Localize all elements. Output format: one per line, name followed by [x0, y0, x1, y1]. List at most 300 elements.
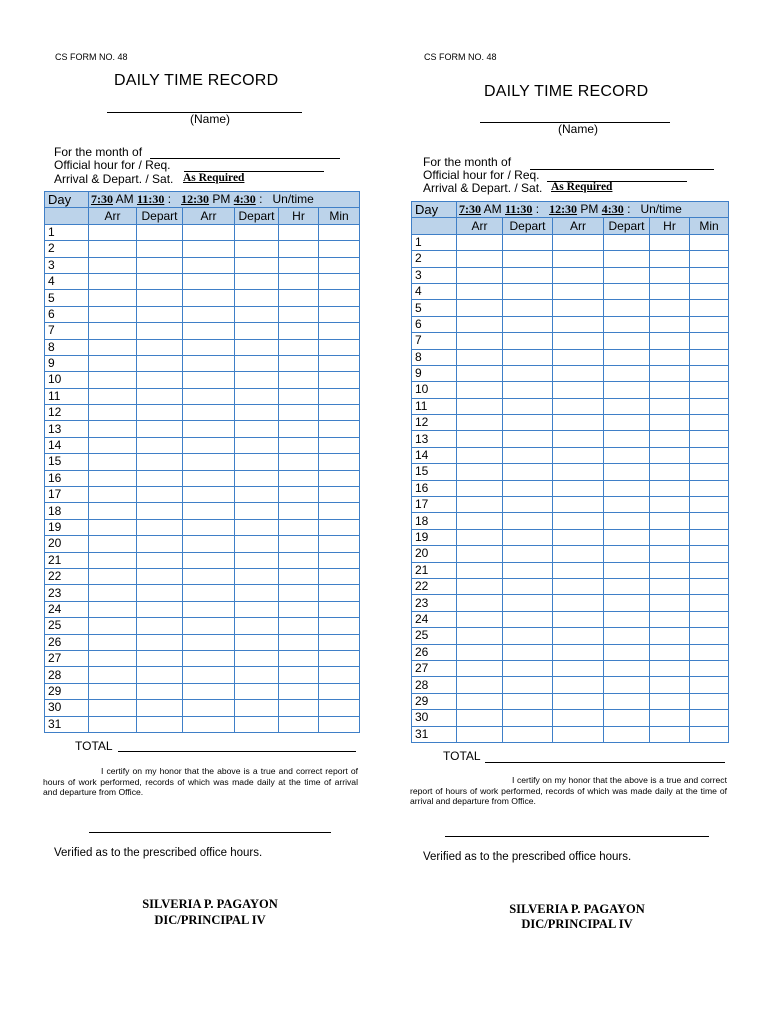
depart-pm-cell[interactable]	[604, 447, 650, 463]
undertime-min-cell[interactable]	[690, 710, 729, 726]
depart-am-cell[interactable]	[503, 710, 553, 726]
undertime-hr-cell[interactable]	[279, 552, 319, 568]
depart-am-cell[interactable]	[503, 611, 553, 627]
arr-am-cell[interactable]	[89, 355, 137, 371]
arr-pm-cell[interactable]	[553, 710, 604, 726]
undertime-min-cell[interactable]	[319, 601, 360, 617]
depart-pm-cell[interactable]	[604, 660, 650, 676]
arr-am-cell[interactable]	[89, 519, 137, 535]
arr-pm-cell[interactable]	[553, 628, 604, 644]
undertime-min-cell[interactable]	[690, 693, 729, 709]
undertime-min-cell[interactable]	[319, 388, 360, 404]
undertime-min-cell[interactable]	[319, 323, 360, 339]
undertime-min-cell[interactable]	[319, 224, 360, 240]
undertime-min-cell[interactable]	[319, 683, 360, 699]
depart-am-cell[interactable]	[137, 224, 183, 240]
undertime-hr-cell[interactable]	[279, 667, 319, 683]
arr-am-cell[interactable]	[457, 628, 503, 644]
depart-am-cell[interactable]	[503, 447, 553, 463]
undertime-min-cell[interactable]	[319, 700, 360, 716]
undertime-min-cell[interactable]	[690, 431, 729, 447]
depart-pm-cell[interactable]	[604, 710, 650, 726]
depart-am-cell[interactable]	[503, 333, 553, 349]
arr-pm-cell[interactable]	[553, 333, 604, 349]
depart-pm-cell[interactable]	[604, 234, 650, 250]
undertime-hr-cell[interactable]	[650, 447, 690, 463]
undertime-min-cell[interactable]	[319, 568, 360, 584]
undertime-min-cell[interactable]	[319, 372, 360, 388]
undertime-min-cell[interactable]	[690, 644, 729, 660]
arr-pm-cell[interactable]	[553, 316, 604, 332]
arr-pm-cell[interactable]	[183, 388, 235, 404]
depart-pm-cell[interactable]	[604, 267, 650, 283]
arr-am-cell[interactable]	[457, 333, 503, 349]
undertime-min-cell[interactable]	[690, 562, 729, 578]
arr-am-cell[interactable]	[89, 683, 137, 699]
arr-pm-cell[interactable]	[183, 585, 235, 601]
undertime-min-cell[interactable]	[690, 660, 729, 676]
arr-pm-cell[interactable]	[183, 405, 235, 421]
arr-pm-cell[interactable]	[183, 519, 235, 535]
undertime-min-cell[interactable]	[319, 306, 360, 322]
undertime-min-cell[interactable]	[319, 355, 360, 371]
arr-pm-cell[interactable]	[183, 667, 235, 683]
arr-am-cell[interactable]	[457, 529, 503, 545]
depart-am-cell[interactable]	[503, 644, 553, 660]
arr-am-cell[interactable]	[89, 650, 137, 666]
arr-pm-cell[interactable]	[183, 454, 235, 470]
undertime-min-cell[interactable]	[319, 405, 360, 421]
depart-pm-cell[interactable]	[235, 716, 279, 732]
arr-am-cell[interactable]	[89, 585, 137, 601]
undertime-hr-cell[interactable]	[650, 431, 690, 447]
arr-pm-cell[interactable]	[553, 677, 604, 693]
undertime-min-cell[interactable]	[319, 667, 360, 683]
arr-pm-cell[interactable]	[553, 562, 604, 578]
depart-pm-cell[interactable]	[604, 251, 650, 267]
arr-am-cell[interactable]	[89, 306, 137, 322]
depart-am-cell[interactable]	[137, 601, 183, 617]
arr-pm-cell[interactable]	[183, 339, 235, 355]
arr-am-cell[interactable]	[457, 234, 503, 250]
arr-am-cell[interactable]	[457, 365, 503, 381]
undertime-hr-cell[interactable]	[650, 415, 690, 431]
arr-pm-cell[interactable]	[553, 464, 604, 480]
arr-pm-cell[interactable]	[553, 382, 604, 398]
undertime-min-cell[interactable]	[319, 339, 360, 355]
undertime-hr-cell[interactable]	[650, 562, 690, 578]
arr-am-cell[interactable]	[89, 601, 137, 617]
arr-am-cell[interactable]	[89, 290, 137, 306]
arr-am-cell[interactable]	[457, 677, 503, 693]
arr-pm-cell[interactable]	[183, 683, 235, 699]
arr-pm-cell[interactable]	[553, 497, 604, 513]
undertime-min-cell[interactable]	[319, 487, 360, 503]
undertime-hr-cell[interactable]	[650, 677, 690, 693]
depart-pm-cell[interactable]	[235, 241, 279, 257]
undertime-hr-cell[interactable]	[650, 333, 690, 349]
depart-pm-cell[interactable]	[604, 562, 650, 578]
arr-am-cell[interactable]	[89, 700, 137, 716]
arr-pm-cell[interactable]	[183, 618, 235, 634]
undertime-hr-cell[interactable]	[279, 257, 319, 273]
depart-am-cell[interactable]	[503, 480, 553, 496]
depart-pm-cell[interactable]	[235, 339, 279, 355]
undertime-hr-cell[interactable]	[279, 405, 319, 421]
undertime-hr-cell[interactable]	[650, 595, 690, 611]
arr-am-cell[interactable]	[457, 660, 503, 676]
depart-pm-cell[interactable]	[604, 398, 650, 414]
undertime-hr-cell[interactable]	[650, 513, 690, 529]
depart-pm-cell[interactable]	[604, 693, 650, 709]
arr-pm-cell[interactable]	[553, 447, 604, 463]
depart-am-cell[interactable]	[503, 234, 553, 250]
undertime-min-cell[interactable]	[690, 546, 729, 562]
depart-am-cell[interactable]	[137, 552, 183, 568]
arr-am-cell[interactable]	[89, 568, 137, 584]
depart-am-cell[interactable]	[137, 716, 183, 732]
depart-am-cell[interactable]	[503, 382, 553, 398]
undertime-min-cell[interactable]	[690, 398, 729, 414]
arr-pm-cell[interactable]	[553, 398, 604, 414]
depart-pm-cell[interactable]	[604, 365, 650, 381]
undertime-hr-cell[interactable]	[650, 628, 690, 644]
undertime-min-cell[interactable]	[319, 552, 360, 568]
undertime-hr-cell[interactable]	[279, 454, 319, 470]
arr-am-cell[interactable]	[457, 562, 503, 578]
depart-am-cell[interactable]	[137, 372, 183, 388]
arr-pm-cell[interactable]	[553, 365, 604, 381]
arr-am-cell[interactable]	[457, 595, 503, 611]
undertime-min-cell[interactable]	[319, 519, 360, 535]
arr-am-cell[interactable]	[457, 726, 503, 742]
arr-am-cell[interactable]	[89, 224, 137, 240]
undertime-hr-cell[interactable]	[650, 578, 690, 594]
undertime-hr-cell[interactable]	[650, 300, 690, 316]
undertime-min-cell[interactable]	[319, 290, 360, 306]
undertime-hr-cell[interactable]	[650, 365, 690, 381]
undertime-hr-cell[interactable]	[650, 234, 690, 250]
undertime-hr-cell[interactable]	[279, 634, 319, 650]
arr-am-cell[interactable]	[89, 339, 137, 355]
depart-pm-cell[interactable]	[604, 300, 650, 316]
depart-pm-cell[interactable]	[235, 585, 279, 601]
depart-am-cell[interactable]	[503, 251, 553, 267]
arr-pm-cell[interactable]	[553, 513, 604, 529]
arr-pm-cell[interactable]	[183, 437, 235, 453]
depart-pm-cell[interactable]	[604, 480, 650, 496]
arr-am-cell[interactable]	[457, 283, 503, 299]
depart-pm-cell[interactable]	[235, 454, 279, 470]
undertime-hr-cell[interactable]	[650, 693, 690, 709]
arr-pm-cell[interactable]	[553, 693, 604, 709]
undertime-min-cell[interactable]	[690, 283, 729, 299]
undertime-min-cell[interactable]	[690, 267, 729, 283]
undertime-hr-cell[interactable]	[279, 388, 319, 404]
depart-pm-cell[interactable]	[235, 552, 279, 568]
undertime-min-cell[interactable]	[690, 316, 729, 332]
depart-am-cell[interactable]	[137, 454, 183, 470]
undertime-min-cell[interactable]	[690, 349, 729, 365]
undertime-min-cell[interactable]	[690, 726, 729, 742]
depart-pm-cell[interactable]	[235, 437, 279, 453]
arr-am-cell[interactable]	[457, 398, 503, 414]
depart-pm-cell[interactable]	[604, 578, 650, 594]
depart-am-cell[interactable]	[503, 562, 553, 578]
depart-am-cell[interactable]	[137, 650, 183, 666]
undertime-min-cell[interactable]	[690, 513, 729, 529]
depart-pm-cell[interactable]	[604, 677, 650, 693]
undertime-hr-cell[interactable]	[279, 224, 319, 240]
depart-am-cell[interactable]	[137, 487, 183, 503]
undertime-hr-cell[interactable]	[650, 382, 690, 398]
depart-am-cell[interactable]	[503, 464, 553, 480]
arr-pm-cell[interactable]	[183, 306, 235, 322]
arr-am-cell[interactable]	[89, 372, 137, 388]
depart-am-cell[interactable]	[137, 568, 183, 584]
depart-am-cell[interactable]	[137, 470, 183, 486]
undertime-min-cell[interactable]	[319, 241, 360, 257]
arr-pm-cell[interactable]	[183, 487, 235, 503]
arr-pm-cell[interactable]	[183, 257, 235, 273]
depart-pm-cell[interactable]	[604, 283, 650, 299]
arr-am-cell[interactable]	[89, 388, 137, 404]
depart-am-cell[interactable]	[137, 585, 183, 601]
depart-am-cell[interactable]	[137, 618, 183, 634]
undertime-hr-cell[interactable]	[650, 349, 690, 365]
depart-am-cell[interactable]	[503, 578, 553, 594]
depart-pm-cell[interactable]	[235, 290, 279, 306]
arr-pm-cell[interactable]	[553, 644, 604, 660]
depart-am-cell[interactable]	[503, 513, 553, 529]
depart-am-cell[interactable]	[503, 497, 553, 513]
depart-pm-cell[interactable]	[604, 513, 650, 529]
arr-pm-cell[interactable]	[183, 372, 235, 388]
depart-am-cell[interactable]	[137, 536, 183, 552]
depart-pm-cell[interactable]	[604, 497, 650, 513]
undertime-min-cell[interactable]	[319, 454, 360, 470]
depart-am-cell[interactable]	[137, 700, 183, 716]
undertime-min-cell[interactable]	[690, 628, 729, 644]
undertime-hr-cell[interactable]	[650, 611, 690, 627]
depart-am-cell[interactable]	[137, 405, 183, 421]
undertime-hr-cell[interactable]	[279, 503, 319, 519]
undertime-min-cell[interactable]	[690, 365, 729, 381]
undertime-hr-cell[interactable]	[279, 273, 319, 289]
arr-am-cell[interactable]	[89, 536, 137, 552]
arr-pm-cell[interactable]	[183, 470, 235, 486]
arr-pm-cell[interactable]	[183, 601, 235, 617]
undertime-min-cell[interactable]	[690, 677, 729, 693]
undertime-min-cell[interactable]	[690, 333, 729, 349]
undertime-min-cell[interactable]	[319, 650, 360, 666]
depart-pm-cell[interactable]	[235, 323, 279, 339]
undertime-hr-cell[interactable]	[279, 306, 319, 322]
undertime-hr-cell[interactable]	[279, 585, 319, 601]
arr-am-cell[interactable]	[89, 257, 137, 273]
arr-pm-cell[interactable]	[183, 650, 235, 666]
depart-am-cell[interactable]	[137, 683, 183, 699]
undertime-min-cell[interactable]	[690, 529, 729, 545]
depart-pm-cell[interactable]	[235, 683, 279, 699]
depart-pm-cell[interactable]	[235, 273, 279, 289]
depart-am-cell[interactable]	[137, 421, 183, 437]
depart-pm-cell[interactable]	[604, 726, 650, 742]
arr-am-cell[interactable]	[89, 667, 137, 683]
arr-am-cell[interactable]	[89, 421, 137, 437]
depart-am-cell[interactable]	[503, 677, 553, 693]
depart-pm-cell[interactable]	[604, 464, 650, 480]
arr-am-cell[interactable]	[89, 503, 137, 519]
depart-am-cell[interactable]	[137, 339, 183, 355]
depart-am-cell[interactable]	[503, 529, 553, 545]
undertime-hr-cell[interactable]	[279, 536, 319, 552]
undertime-min-cell[interactable]	[319, 716, 360, 732]
depart-am-cell[interactable]	[503, 726, 553, 742]
depart-am-cell[interactable]	[137, 503, 183, 519]
depart-pm-cell[interactable]	[235, 519, 279, 535]
arr-am-cell[interactable]	[89, 487, 137, 503]
depart-am-cell[interactable]	[503, 267, 553, 283]
depart-pm-cell[interactable]	[235, 568, 279, 584]
arr-am-cell[interactable]	[89, 470, 137, 486]
undertime-hr-cell[interactable]	[650, 546, 690, 562]
undertime-hr-cell[interactable]	[279, 618, 319, 634]
arr-am-cell[interactable]	[457, 447, 503, 463]
depart-am-cell[interactable]	[137, 388, 183, 404]
undertime-hr-cell[interactable]	[279, 700, 319, 716]
arr-pm-cell[interactable]	[183, 536, 235, 552]
depart-pm-cell[interactable]	[235, 700, 279, 716]
arr-am-cell[interactable]	[89, 454, 137, 470]
depart-am-cell[interactable]	[503, 283, 553, 299]
arr-am-cell[interactable]	[89, 405, 137, 421]
depart-pm-cell[interactable]	[604, 611, 650, 627]
undertime-min-cell[interactable]	[319, 470, 360, 486]
undertime-hr-cell[interactable]	[650, 316, 690, 332]
depart-pm-cell[interactable]	[604, 415, 650, 431]
undertime-hr-cell[interactable]	[650, 283, 690, 299]
undertime-hr-cell[interactable]	[279, 290, 319, 306]
depart-pm-cell[interactable]	[235, 306, 279, 322]
arr-am-cell[interactable]	[457, 710, 503, 726]
undertime-hr-cell[interactable]	[650, 464, 690, 480]
depart-am-cell[interactable]	[503, 628, 553, 644]
arr-am-cell[interactable]	[89, 437, 137, 453]
depart-am-cell[interactable]	[503, 349, 553, 365]
arr-am-cell[interactable]	[457, 349, 503, 365]
arr-pm-cell[interactable]	[553, 726, 604, 742]
depart-am-cell[interactable]	[503, 300, 553, 316]
arr-pm-cell[interactable]	[183, 224, 235, 240]
arr-am-cell[interactable]	[89, 634, 137, 650]
depart-pm-cell[interactable]	[604, 316, 650, 332]
depart-pm-cell[interactable]	[604, 529, 650, 545]
arr-pm-cell[interactable]	[553, 611, 604, 627]
depart-pm-cell[interactable]	[604, 628, 650, 644]
arr-am-cell[interactable]	[457, 513, 503, 529]
arr-pm-cell[interactable]	[553, 660, 604, 676]
depart-am-cell[interactable]	[503, 693, 553, 709]
undertime-hr-cell[interactable]	[279, 650, 319, 666]
depart-am-cell[interactable]	[137, 273, 183, 289]
undertime-hr-cell[interactable]	[650, 398, 690, 414]
depart-pm-cell[interactable]	[235, 650, 279, 666]
depart-pm-cell[interactable]	[235, 470, 279, 486]
arr-pm-cell[interactable]	[553, 431, 604, 447]
arr-am-cell[interactable]	[457, 267, 503, 283]
arr-am-cell[interactable]	[89, 241, 137, 257]
depart-am-cell[interactable]	[137, 306, 183, 322]
arr-am-cell[interactable]	[457, 300, 503, 316]
arr-am-cell[interactable]	[457, 693, 503, 709]
undertime-hr-cell[interactable]	[650, 480, 690, 496]
arr-pm-cell[interactable]	[183, 700, 235, 716]
arr-pm-cell[interactable]	[183, 716, 235, 732]
undertime-min-cell[interactable]	[690, 415, 729, 431]
undertime-min-cell[interactable]	[690, 611, 729, 627]
depart-am-cell[interactable]	[137, 241, 183, 257]
arr-pm-cell[interactable]	[183, 568, 235, 584]
depart-pm-cell[interactable]	[604, 546, 650, 562]
depart-pm-cell[interactable]	[235, 634, 279, 650]
arr-am-cell[interactable]	[457, 644, 503, 660]
depart-am-cell[interactable]	[503, 431, 553, 447]
undertime-hr-cell[interactable]	[650, 267, 690, 283]
arr-am-cell[interactable]	[89, 552, 137, 568]
undertime-hr-cell[interactable]	[279, 519, 319, 535]
arr-pm-cell[interactable]	[183, 241, 235, 257]
depart-pm-cell[interactable]	[235, 257, 279, 273]
depart-am-cell[interactable]	[137, 437, 183, 453]
depart-am-cell[interactable]	[137, 667, 183, 683]
undertime-min-cell[interactable]	[319, 437, 360, 453]
depart-pm-cell[interactable]	[604, 333, 650, 349]
arr-pm-cell[interactable]	[183, 273, 235, 289]
arr-pm-cell[interactable]	[183, 290, 235, 306]
undertime-min-cell[interactable]	[690, 595, 729, 611]
depart-pm-cell[interactable]	[235, 372, 279, 388]
undertime-hr-cell[interactable]	[279, 323, 319, 339]
undertime-min-cell[interactable]	[319, 273, 360, 289]
arr-am-cell[interactable]	[457, 251, 503, 267]
arr-pm-cell[interactable]	[553, 300, 604, 316]
depart-pm-cell[interactable]	[235, 667, 279, 683]
depart-pm-cell[interactable]	[604, 431, 650, 447]
undertime-hr-cell[interactable]	[650, 497, 690, 513]
undertime-min-cell[interactable]	[690, 251, 729, 267]
undertime-min-cell[interactable]	[319, 585, 360, 601]
depart-pm-cell[interactable]	[604, 349, 650, 365]
depart-pm-cell[interactable]	[235, 355, 279, 371]
arr-am-cell[interactable]	[457, 316, 503, 332]
depart-pm-cell[interactable]	[235, 503, 279, 519]
undertime-hr-cell[interactable]	[279, 372, 319, 388]
arr-am-cell[interactable]	[457, 382, 503, 398]
arr-am-cell[interactable]	[89, 323, 137, 339]
undertime-hr-cell[interactable]	[650, 660, 690, 676]
arr-am-cell[interactable]	[457, 480, 503, 496]
undertime-min-cell[interactable]	[690, 447, 729, 463]
arr-am-cell[interactable]	[89, 716, 137, 732]
undertime-min-cell[interactable]	[319, 503, 360, 519]
arr-pm-cell[interactable]	[183, 355, 235, 371]
arr-pm-cell[interactable]	[553, 234, 604, 250]
undertime-hr-cell[interactable]	[650, 251, 690, 267]
arr-pm-cell[interactable]	[183, 323, 235, 339]
undertime-hr-cell[interactable]	[279, 355, 319, 371]
arr-pm-cell[interactable]	[553, 349, 604, 365]
